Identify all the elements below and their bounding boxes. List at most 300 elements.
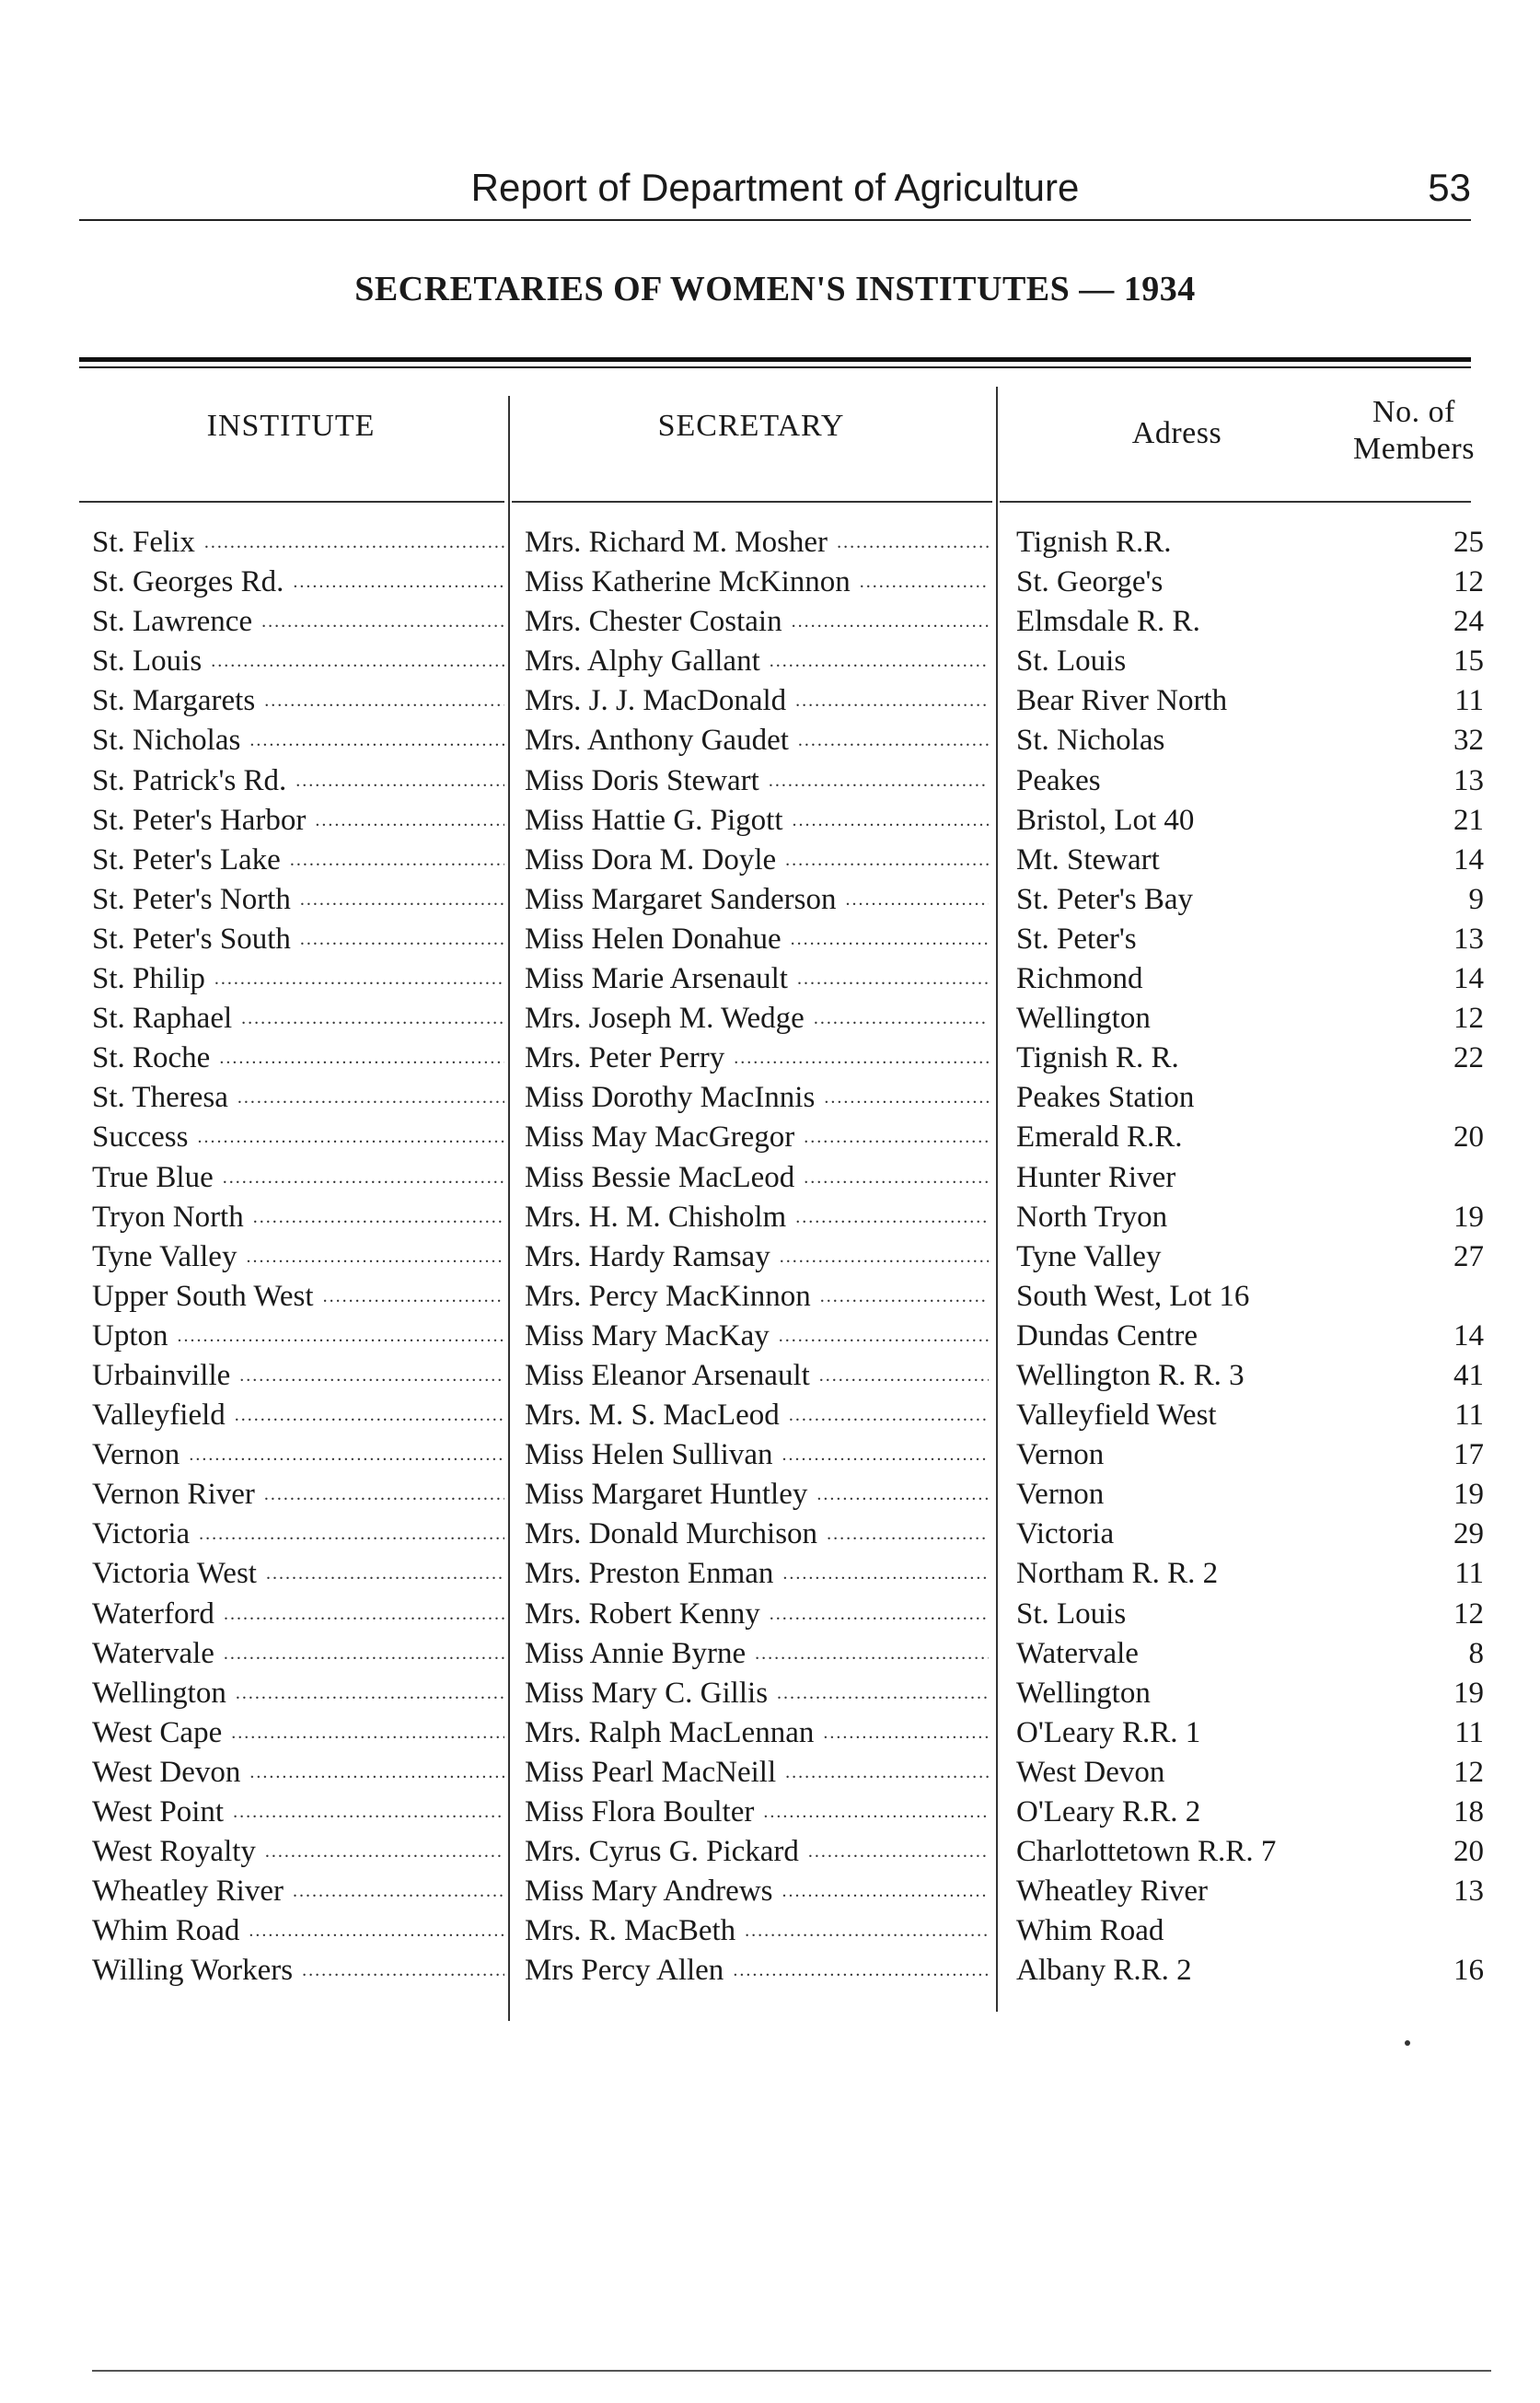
cell-address: Whim Road <box>1016 1914 1164 1948</box>
cell-secretary-text: Mrs. Donald Murchison <box>525 1517 818 1551</box>
cell-secretary-text: Mrs Percy Allen <box>525 1954 724 1988</box>
table-row <box>79 1475 1484 1515</box>
dot-leader <box>777 1674 989 1713</box>
dot-leader <box>293 563 504 602</box>
cell-members: 15 <box>1453 644 1484 679</box>
dot-leader <box>804 1158 989 1198</box>
cell-members: 17 <box>1453 1438 1484 1472</box>
dot-leader <box>315 801 504 841</box>
dot-leader <box>211 642 504 681</box>
cell-institute <box>92 1515 504 1554</box>
cell-address: Watervale <box>1016 1636 1139 1670</box>
cell-secretary-text: Miss Mary C. Gillis <box>525 1676 769 1710</box>
cell-members: 13 <box>1453 922 1484 956</box>
cell-members: 12 <box>1453 1596 1484 1631</box>
cell-secretary-text: Miss Flora Boulter <box>525 1795 755 1828</box>
dot-leader <box>808 1832 989 1872</box>
dot-leader <box>795 1198 989 1237</box>
dot-leader <box>239 1356 504 1396</box>
table-row <box>79 602 1484 642</box>
table-row <box>79 1515 1484 1554</box>
cell-secretary <box>525 1753 989 1793</box>
cell-institute-text: Urbainville <box>92 1358 231 1392</box>
cell-secretary-text: Miss Bessie MacLeod <box>525 1160 795 1194</box>
cell-secretary <box>525 999 989 1039</box>
cell-institute-text: West Point <box>92 1795 225 1828</box>
column-header-members-line1: No. of <box>1372 395 1455 429</box>
dot-leader <box>824 1078 989 1118</box>
dot-leader <box>798 721 989 760</box>
dot-leader <box>792 602 989 642</box>
dot-leader <box>237 1078 504 1118</box>
cell-secretary <box>525 681 989 721</box>
cell-address: Vernon <box>1016 1438 1105 1472</box>
cell-secretary <box>525 1475 989 1515</box>
cell-institute-text: Victoria West <box>92 1557 257 1591</box>
cell-secretary <box>525 841 989 880</box>
dot-leader <box>290 841 504 880</box>
table-row <box>79 1911 1471 1951</box>
cell-secretary-text: Miss Helen Sullivan <box>525 1438 773 1472</box>
cell-institute-text: St. Felix <box>92 526 195 559</box>
table-row <box>79 1396 1484 1435</box>
table-row <box>79 801 1484 841</box>
dot-leader <box>241 999 504 1039</box>
dot-leader <box>323 1277 504 1317</box>
cell-address: Tignish R.R. <box>1016 526 1172 559</box>
dot-leader <box>266 1554 504 1594</box>
table-row <box>79 1832 1484 1872</box>
cell-institute-text: St. Roche <box>92 1041 211 1075</box>
cell-institute <box>92 1118 504 1157</box>
cell-institute <box>92 1753 504 1793</box>
table-row <box>79 1118 1484 1157</box>
cell-members: 11 <box>1454 1715 1484 1749</box>
cell-institute <box>92 563 504 602</box>
dot-leader <box>846 880 989 920</box>
table-row <box>79 1674 1484 1713</box>
dot-leader <box>769 761 989 801</box>
dot-leader <box>780 1237 989 1277</box>
table-row <box>79 761 1484 801</box>
cell-members: 16 <box>1453 1954 1484 1988</box>
cell-secretary-text: Mrs. Chester Costain <box>525 605 782 639</box>
table-row <box>79 681 1484 721</box>
cell-secretary <box>525 523 989 563</box>
cell-institute-text: Tryon North <box>92 1200 244 1234</box>
cell-address: Wellington <box>1016 1676 1151 1710</box>
table-row <box>79 880 1484 920</box>
cell-address: Bear River North <box>1016 684 1228 718</box>
cell-secretary <box>525 1158 989 1198</box>
cell-members: 14 <box>1453 842 1484 876</box>
cell-address: St. George's <box>1016 565 1164 599</box>
cell-members: 13 <box>1453 763 1484 797</box>
dot-leader <box>224 1634 504 1674</box>
cell-institute <box>92 1356 504 1396</box>
cell-institute-text: Tyne Valley <box>92 1239 237 1273</box>
cell-secretary <box>525 1911 989 1951</box>
cell-address: Tyne Valley <box>1016 1239 1162 1273</box>
dot-leader <box>189 1435 504 1475</box>
cell-secretary-text: Miss Marie Arsenault <box>525 962 788 996</box>
cell-members: 25 <box>1453 526 1484 559</box>
cell-institute-text: Vernon River <box>92 1478 255 1512</box>
dot-leader <box>782 1435 990 1475</box>
cell-secretary <box>525 1396 989 1435</box>
cell-secretary-text: Mrs. Ralph MacLennan <box>525 1715 815 1749</box>
cell-institute-text: Vernon <box>92 1438 180 1472</box>
cell-address: Elmsdale R. R. <box>1016 605 1200 639</box>
cell-institute <box>92 1396 504 1435</box>
cell-institute <box>92 1435 504 1475</box>
dot-leader <box>264 1475 504 1515</box>
cell-institute <box>92 761 504 801</box>
cell-address: Mt. Stewart <box>1016 842 1160 876</box>
cell-secretary-text: Miss Annie Byrne <box>525 1636 747 1670</box>
dot-leader <box>755 1634 989 1674</box>
cell-secretary <box>525 1198 989 1237</box>
cell-secretary-text: Mrs. R. MacBeth <box>525 1914 736 1948</box>
dot-leader <box>837 523 989 563</box>
cell-institute-text: St. Louis <box>92 644 203 679</box>
dot-leader <box>814 999 989 1039</box>
table-row <box>79 1356 1484 1396</box>
cell-address: Emerald R.R. <box>1016 1120 1183 1155</box>
cell-address: St. Louis <box>1016 1596 1127 1631</box>
cell-institute <box>92 1674 504 1713</box>
cell-institute <box>92 1277 504 1317</box>
secretaries-table <box>79 368 1484 2007</box>
cell-address: Hunter River <box>1016 1160 1176 1194</box>
cell-institute-text: St. Nicholas <box>92 724 241 758</box>
cell-secretary-text: Miss Mary MacKay <box>525 1318 770 1352</box>
cell-address: Valleyfield West <box>1016 1399 1217 1433</box>
dot-leader <box>249 721 504 760</box>
cell-secretary-text: Mrs. Richard M. Mosher <box>525 526 828 559</box>
cell-members: 9 <box>1468 882 1484 916</box>
cell-members: 32 <box>1453 724 1484 758</box>
cell-address: St. Nicholas <box>1016 724 1165 758</box>
cell-secretary <box>525 1832 989 1872</box>
cell-address: Dundas Centre <box>1016 1318 1198 1352</box>
cell-secretary-text: Miss Dora M. Doyle <box>525 842 777 876</box>
dot-leader <box>733 1951 989 1991</box>
dot-leader <box>231 1713 504 1753</box>
cell-secretary-text: Miss Margaret Huntley <box>525 1478 808 1512</box>
cell-members: 18 <box>1453 1795 1484 1828</box>
cell-institute <box>92 880 504 920</box>
dot-leader <box>827 1515 989 1554</box>
dot-leader <box>820 1277 989 1317</box>
dot-leader <box>819 1356 989 1396</box>
dot-leader <box>804 1118 989 1157</box>
table-row <box>79 841 1484 880</box>
column-header-members-line2: Members <box>1353 432 1475 466</box>
table-row <box>79 1872 1484 1911</box>
dot-leader <box>246 1237 504 1277</box>
page-title: SECRETARIES OF WOMEN'S INSTITUTES — 1934 <box>354 270 1196 308</box>
cell-address: Vernon <box>1016 1478 1105 1512</box>
dot-leader <box>793 801 989 841</box>
cell-secretary <box>525 563 989 602</box>
table-row <box>79 1951 1484 1991</box>
running-title: Report of Department of Agriculture <box>470 166 1080 209</box>
cell-address: O'Leary R.R. 2 <box>1016 1795 1201 1828</box>
table-row <box>79 1634 1484 1674</box>
cell-institute <box>92 1951 504 1991</box>
cell-institute-text: St. Peter's Lake <box>92 842 281 876</box>
cell-institute <box>92 1911 504 1951</box>
cell-secretary <box>525 1554 989 1594</box>
cell-members: 27 <box>1453 1239 1484 1273</box>
column-header-secretary: SECRETARY <box>657 409 845 443</box>
dot-leader <box>779 1317 989 1356</box>
cell-institute-text: Upton <box>92 1318 168 1352</box>
cell-institute-text: West Royalty <box>92 1835 256 1869</box>
dot-leader <box>293 1872 504 1911</box>
cell-address: Bristol, Lot 40 <box>1016 803 1195 837</box>
dot-leader <box>199 1515 504 1554</box>
dot-leader <box>224 1595 504 1634</box>
cell-secretary <box>525 1078 989 1118</box>
cell-secretary-text: Mrs. Peter Perry <box>525 1041 725 1075</box>
table-row <box>79 1793 1484 1832</box>
cell-members: 21 <box>1453 803 1484 837</box>
cell-members: 14 <box>1453 1318 1484 1352</box>
cell-secretary-text: Mrs. Anthony Gaudet <box>525 724 789 758</box>
cell-members: 14 <box>1453 962 1484 996</box>
cell-secretary <box>525 1634 989 1674</box>
cell-address: Richmond <box>1016 962 1143 996</box>
cell-institute-text: St. Georges Rd. <box>92 565 284 599</box>
cell-institute-text: Victoria <box>92 1517 191 1551</box>
cell-institute <box>92 1832 504 1872</box>
cell-secretary <box>525 761 989 801</box>
cell-members: 19 <box>1453 1200 1484 1234</box>
cell-institute-text: West Cape <box>92 1715 223 1749</box>
dot-leader <box>223 1158 504 1198</box>
header-rule-address <box>1000 501 1471 503</box>
cell-address: Tignish R. R. <box>1016 1041 1179 1075</box>
cell-address: West Devon <box>1016 1755 1165 1789</box>
cell-secretary-text: Miss Mary Andrews <box>525 1875 773 1909</box>
table-row <box>79 1753 1484 1793</box>
table-row <box>79 1277 1471 1317</box>
table-row <box>79 1039 1484 1078</box>
table-row <box>79 1317 1484 1356</box>
cell-institute-text: Upper South West <box>92 1279 314 1313</box>
cell-institute <box>92 1039 504 1078</box>
cell-institute-text: Waterford <box>92 1596 214 1631</box>
table-row <box>79 1595 1484 1634</box>
cell-institute-text: West Devon <box>92 1755 241 1789</box>
cell-members: 11 <box>1454 1399 1484 1433</box>
table-row <box>79 1435 1484 1475</box>
cell-institute <box>92 1475 504 1515</box>
cell-secretary <box>525 1951 989 1991</box>
cell-secretary <box>525 1713 989 1753</box>
cell-secretary-text: Mrs. Cyrus G. Pickard <box>525 1835 799 1869</box>
cell-institute-text: St. Philip <box>92 962 205 996</box>
cell-institute <box>92 1713 504 1753</box>
table-row <box>79 721 1484 760</box>
dot-leader <box>782 1554 989 1594</box>
cell-institute-text: True Blue <box>92 1160 214 1194</box>
cell-institute <box>92 721 504 760</box>
table-row <box>79 959 1484 999</box>
dot-leader <box>300 880 504 920</box>
cell-institute <box>92 681 504 721</box>
cell-members: 19 <box>1453 1478 1484 1512</box>
cell-institute <box>92 1158 504 1198</box>
cell-secretary <box>525 1118 989 1157</box>
cell-institute-text: St. Peter's North <box>92 882 291 916</box>
cell-secretary <box>525 602 989 642</box>
cell-address: Victoria <box>1016 1517 1115 1551</box>
cell-institute-text: St. Margarets <box>92 684 256 718</box>
cell-institute-text: St. Theresa <box>92 1081 228 1115</box>
dot-leader <box>791 920 989 959</box>
cell-address: O'Leary R.R. 1 <box>1016 1715 1201 1749</box>
dot-leader <box>197 1118 504 1157</box>
cell-institute <box>92 1198 504 1237</box>
cell-institute <box>92 523 504 563</box>
cell-secretary-text: Miss Eleanor Arsenault <box>525 1358 810 1392</box>
cell-members: 12 <box>1453 1002 1484 1036</box>
cell-institute <box>92 1317 504 1356</box>
cell-institute-text: Wellington <box>92 1676 226 1710</box>
cell-institute <box>92 1237 504 1277</box>
table-row <box>79 1237 1484 1277</box>
table-row <box>79 523 1484 563</box>
cell-address: North Tryon <box>1016 1200 1168 1234</box>
cell-institute <box>92 801 504 841</box>
cell-institute-text: St. Patrick's Rd. <box>92 763 287 797</box>
cell-institute-text: St. Lawrence <box>92 605 253 639</box>
cell-secretary-text: Miss Katherine McKinnon <box>525 565 851 599</box>
cell-address: St. Peter's <box>1016 922 1137 956</box>
table-body <box>79 523 1484 1991</box>
dot-leader <box>235 1396 504 1435</box>
cell-members: 12 <box>1453 565 1484 599</box>
cell-institute <box>92 1078 504 1118</box>
dot-leader <box>860 563 989 602</box>
cell-secretary-text: Miss Helen Donahue <box>525 922 782 956</box>
cell-address: Charlottetown R.R. 7 <box>1016 1835 1277 1869</box>
column-header-address: Adress <box>1131 416 1222 450</box>
dot-leader <box>797 959 989 999</box>
cell-institute-text: Whim Road <box>92 1914 240 1948</box>
cell-secretary <box>525 1872 989 1911</box>
cell-members: 20 <box>1453 1120 1484 1155</box>
dot-leader <box>734 1039 989 1078</box>
column-header-members <box>1308 394 1520 468</box>
cell-secretary-text: Mrs. M. S. MacLeod <box>525 1399 780 1433</box>
cell-secretary-text: Miss Margaret Sanderson <box>525 882 837 916</box>
cell-secretary <box>525 1277 989 1317</box>
cell-institute <box>92 959 504 999</box>
cell-secretary-text: Miss May MacGregor <box>525 1120 795 1155</box>
cell-institute <box>92 999 504 1039</box>
cell-institute <box>92 1872 504 1911</box>
cell-institute <box>92 642 504 681</box>
cell-secretary-text: Mrs. Percy MacKinnon <box>525 1279 811 1313</box>
table-row <box>79 1078 1471 1118</box>
cell-institute <box>92 1554 504 1594</box>
cell-institute-text: Success <box>92 1120 189 1155</box>
cell-secretary <box>525 1435 989 1475</box>
table-row <box>79 1554 1484 1594</box>
cell-address: Northam R. R. 2 <box>1016 1557 1219 1591</box>
cell-institute-text: St. Peter's South <box>92 922 291 956</box>
dot-leader <box>204 523 504 563</box>
cell-secretary <box>525 1793 989 1832</box>
dot-leader <box>249 1911 504 1951</box>
dot-leader <box>249 1753 504 1793</box>
cell-members: 12 <box>1453 1755 1484 1789</box>
cell-address: Peakes <box>1016 763 1101 797</box>
cell-secretary <box>525 1515 989 1554</box>
cell-secretary <box>525 920 989 959</box>
dot-leader <box>789 1396 989 1435</box>
dot-leader <box>795 681 989 721</box>
cell-secretary-text: Mrs. H. M. Chisholm <box>525 1200 787 1234</box>
cell-members: 13 <box>1453 1875 1484 1909</box>
cell-members: 29 <box>1453 1517 1484 1551</box>
page-header <box>79 158 1471 221</box>
cell-address: Wellington <box>1016 1002 1151 1036</box>
cell-secretary <box>525 1674 989 1713</box>
cell-secretary-text: Mrs. J. J. MacDonald <box>525 684 787 718</box>
cell-secretary <box>525 1317 989 1356</box>
table-row <box>79 563 1484 602</box>
dot-leader <box>816 1475 989 1515</box>
dot-leader <box>785 1753 989 1793</box>
cell-secretary <box>525 642 989 681</box>
cell-secretary <box>525 801 989 841</box>
dot-leader <box>253 1198 504 1237</box>
print-speck <box>1405 2040 1410 2046</box>
cell-members: 20 <box>1453 1835 1484 1869</box>
cell-members: 24 <box>1453 605 1484 639</box>
dot-leader <box>265 1832 504 1872</box>
cell-secretary <box>525 721 989 760</box>
cell-address: St. Peter's Bay <box>1016 882 1194 916</box>
cell-institute <box>92 602 504 642</box>
cell-secretary <box>525 1039 989 1078</box>
cell-address: Wellington R. R. 3 <box>1016 1358 1245 1392</box>
cell-members: 11 <box>1454 1557 1484 1591</box>
cell-secretary <box>525 1237 989 1277</box>
cell-institute-text: Watervale <box>92 1636 214 1670</box>
cell-address: South West, Lot 16 <box>1016 1279 1250 1313</box>
cell-members: 11 <box>1454 684 1484 718</box>
cell-secretary <box>525 1356 989 1396</box>
page-number: 53 <box>1428 166 1471 209</box>
cell-members: 19 <box>1453 1676 1484 1710</box>
cell-institute <box>92 1793 504 1832</box>
cell-institute-text: St. Peter's Harbor <box>92 803 307 837</box>
cell-secretary-text: Miss Hattie G. Pigott <box>525 803 783 837</box>
cell-members: 8 <box>1468 1636 1484 1670</box>
cell-institute <box>92 1634 504 1674</box>
dot-leader <box>300 920 504 959</box>
dot-leader <box>763 1793 989 1832</box>
cell-address: Peakes Station <box>1016 1081 1195 1115</box>
cell-secretary-text: Miss Doris Stewart <box>525 763 759 797</box>
table-row <box>79 1713 1484 1753</box>
